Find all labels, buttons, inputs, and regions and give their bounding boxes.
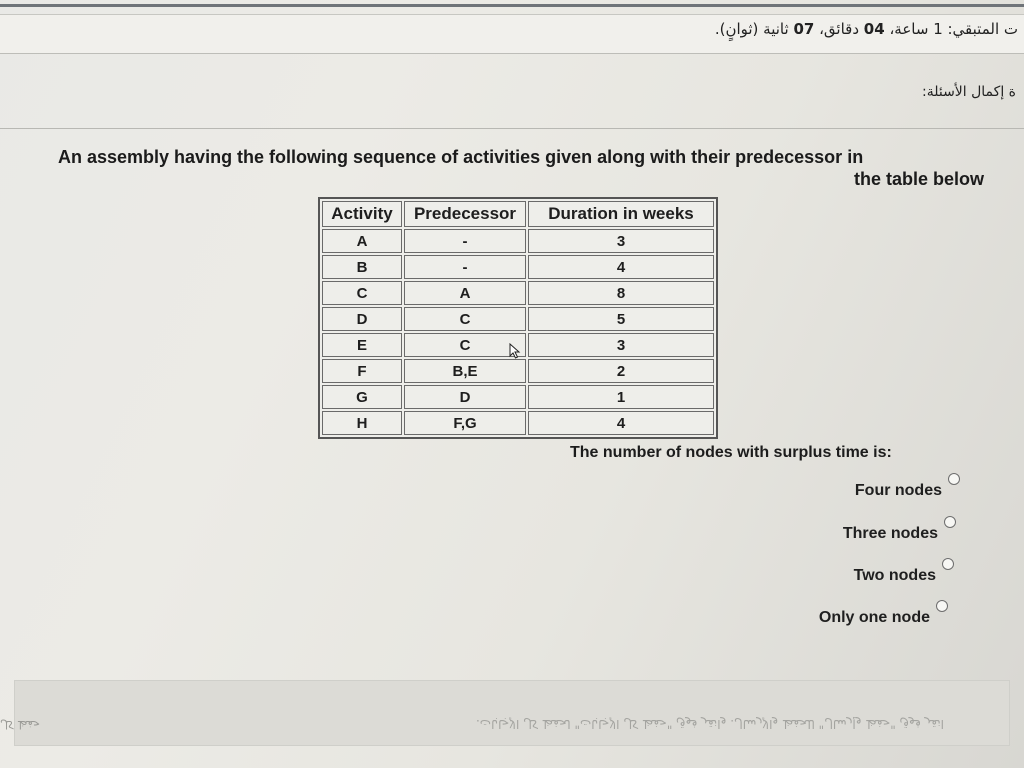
radio-button[interactable]: [942, 558, 954, 570]
activity-cell: C: [322, 281, 402, 305]
table-row: [322, 359, 714, 383]
top-rule: [0, 4, 1024, 7]
predecessor-cell: B,E: [404, 359, 526, 383]
duration-cell: 2: [528, 359, 714, 383]
radio-button[interactable]: [936, 600, 948, 612]
duration-cell: 1: [528, 385, 714, 409]
predecessor-cell: A: [404, 281, 526, 305]
option-label: Two nodes: [853, 567, 936, 584]
activity-table: [318, 197, 718, 439]
radio-button[interactable]: [948, 473, 960, 485]
save-all-button[interactable]: حفظ كل: [0, 718, 40, 731]
time-remaining: ت المتبقي: 1 ساعة، 04 دقائق، 07 ثانية (ثوانٍ).: [714, 20, 1018, 38]
mouse-pointer-icon: [509, 343, 521, 359]
predecessor-cell: F,G: [404, 411, 526, 435]
duration-cell: 3: [528, 333, 714, 357]
table-row: [322, 307, 714, 331]
option-four-nodes[interactable]: [820, 480, 960, 500]
option-label: Three nodes: [842, 525, 938, 542]
header-activity: Activity: [322, 201, 402, 227]
predecessor-cell: -: [404, 255, 526, 279]
table-row: [322, 229, 714, 253]
option-three-nodes[interactable]: [810, 523, 956, 543]
activity-cell: B: [322, 255, 402, 279]
duration-cell: 3: [528, 229, 714, 253]
table-header-row: [322, 201, 714, 227]
option-only-one-node[interactable]: [790, 607, 948, 627]
option-label: Only one node: [818, 609, 930, 626]
activity-cell: F: [322, 359, 402, 383]
question-prompt: The number of nodes with surplus time is:: [570, 444, 892, 461]
divider: [0, 128, 1024, 129]
question-line-2: the table below: [853, 169, 984, 189]
question-completion-label: ة إكمال الأسئلة:: [921, 84, 1016, 100]
footer-instruction: انقر فوق "حفظ وإرسال" للحفظ والإرسال. وانقر فوق "حفظ كل الإجابات" لحفظ كل الإجابات.: [475, 717, 944, 731]
table-row: [322, 411, 714, 435]
duration-cell: 5: [528, 307, 714, 331]
radio-button[interactable]: [944, 516, 956, 528]
header-predecessor: Predecessor: [404, 201, 526, 227]
option-two-nodes[interactable]: [820, 565, 954, 585]
duration-cell: 8: [528, 281, 714, 305]
predecessor-cell: D: [404, 385, 526, 409]
activity-cell: G: [322, 385, 402, 409]
predecessor-cell: C: [404, 307, 526, 331]
activity-cell: E: [322, 333, 402, 357]
option-label: Four nodes: [854, 482, 942, 499]
table-row: [322, 255, 714, 279]
predecessor-cell: C: [404, 333, 526, 357]
question-text: [58, 146, 984, 190]
activity-cell: A: [322, 229, 402, 253]
table-row: [322, 385, 714, 409]
duration-cell: 4: [528, 411, 714, 435]
table-row: [322, 281, 714, 305]
predecessor-cell: -: [404, 229, 526, 253]
activity-cell: D: [322, 307, 402, 331]
question-line-1: An assembly having the following sequence of activities given along with their predecessor in: [58, 147, 864, 167]
duration-cell: 4: [528, 255, 714, 279]
header-duration: Duration in weeks: [528, 201, 714, 227]
activity-cell: H: [322, 411, 402, 435]
footer-panel: [14, 680, 1010, 746]
